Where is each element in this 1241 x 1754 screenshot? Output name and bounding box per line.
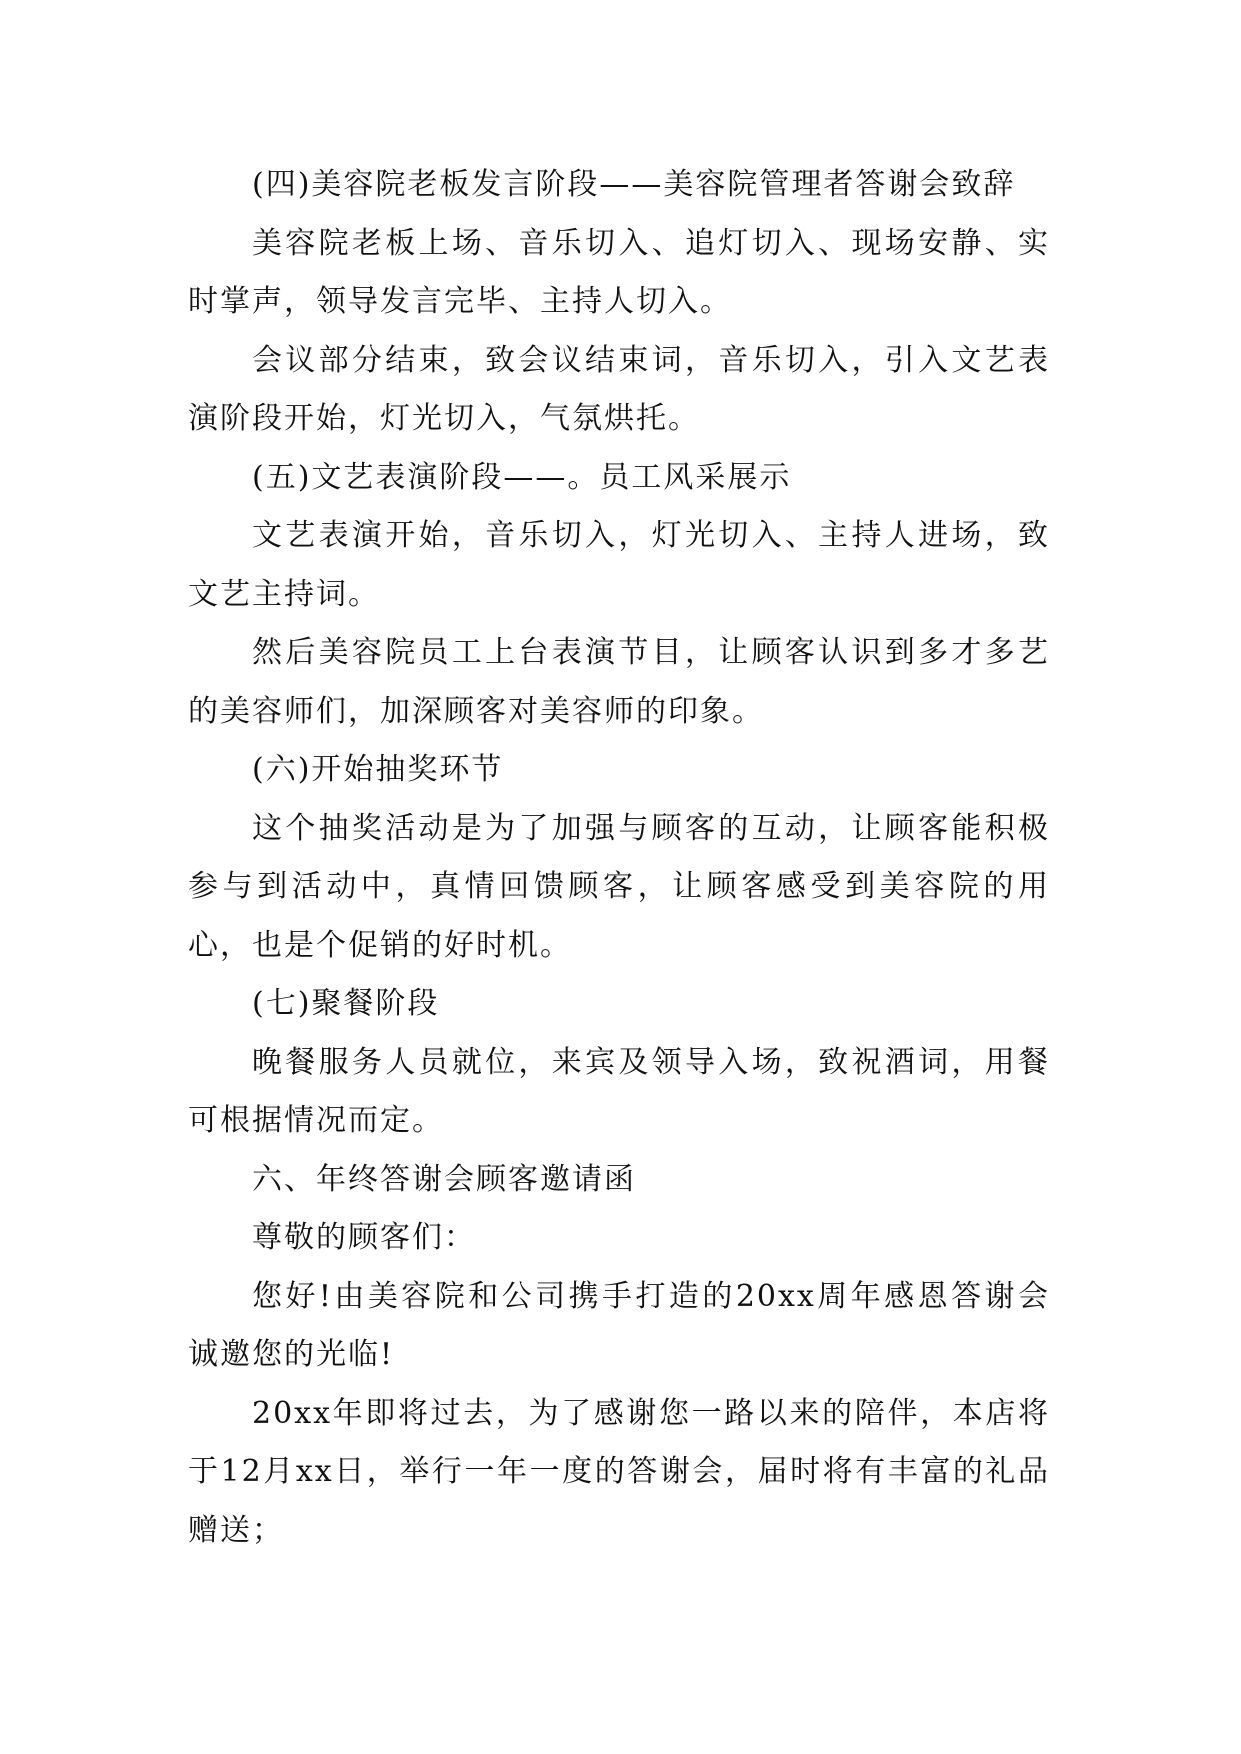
section-heading-performance: (五)文艺表演阶段——。员工风采展示: [252, 459, 792, 495]
paragraph: 您好!由美容院和公司携手打造的20xx周年感恩答谢会诚邀您的光临!: [188, 1278, 1050, 1372]
section-heading-boss-speech: (四)美容院老板发言阶段——美容院管理者答谢会致辞: [252, 167, 1016, 202]
paragraph: 美容院老板上场、音乐切入、追灯切入、现场安静、实时掌声，领导发言完毕、主持人切入。: [188, 225, 1050, 319]
paragraph: 会议部分结束，致会议结束词，音乐切入，引入文艺表演阶段开始，灯光切入，气氛烘托。: [188, 342, 1050, 436]
section-heading-lottery: (六)开始抽奖环节: [252, 752, 504, 787]
paragraph: 文艺表演开始，音乐切入，灯光切入、主持人进场，致文艺主持词。: [188, 518, 1050, 612]
document-body: [188, 156, 1050, 1560]
paragraph: 这个抽奖活动是为了加强与顾客的互动，让顾客能积极参与到活动中，真情回馈顾客，让顾客感受到美容院的用心，也是个促销的好时机。: [188, 810, 1050, 963]
paragraph: 20xx年即将过去，为了感谢您一路以来的陪伴，本店将于12月xx日，举行一年一度的答谢会，届时将有丰富的礼品赠送；: [188, 1395, 1050, 1548]
paragraph: 晚餐服务人员就位，来宾及领导入场，致祝酒词，用餐可根据情况而定。: [188, 1044, 1050, 1138]
section-heading-invitation: 六、年终答谢会顾客邀请函: [252, 1161, 636, 1197]
salutation: 尊敬的顾客们：: [252, 1220, 476, 1255]
section-heading-dinner: (七)聚餐阶段: [252, 986, 440, 1021]
paragraph: 然后美容院员工上台表演节目，让顾客认识到多才多艺的美容师们，加深顾客对美容师的印象。: [188, 635, 1050, 729]
